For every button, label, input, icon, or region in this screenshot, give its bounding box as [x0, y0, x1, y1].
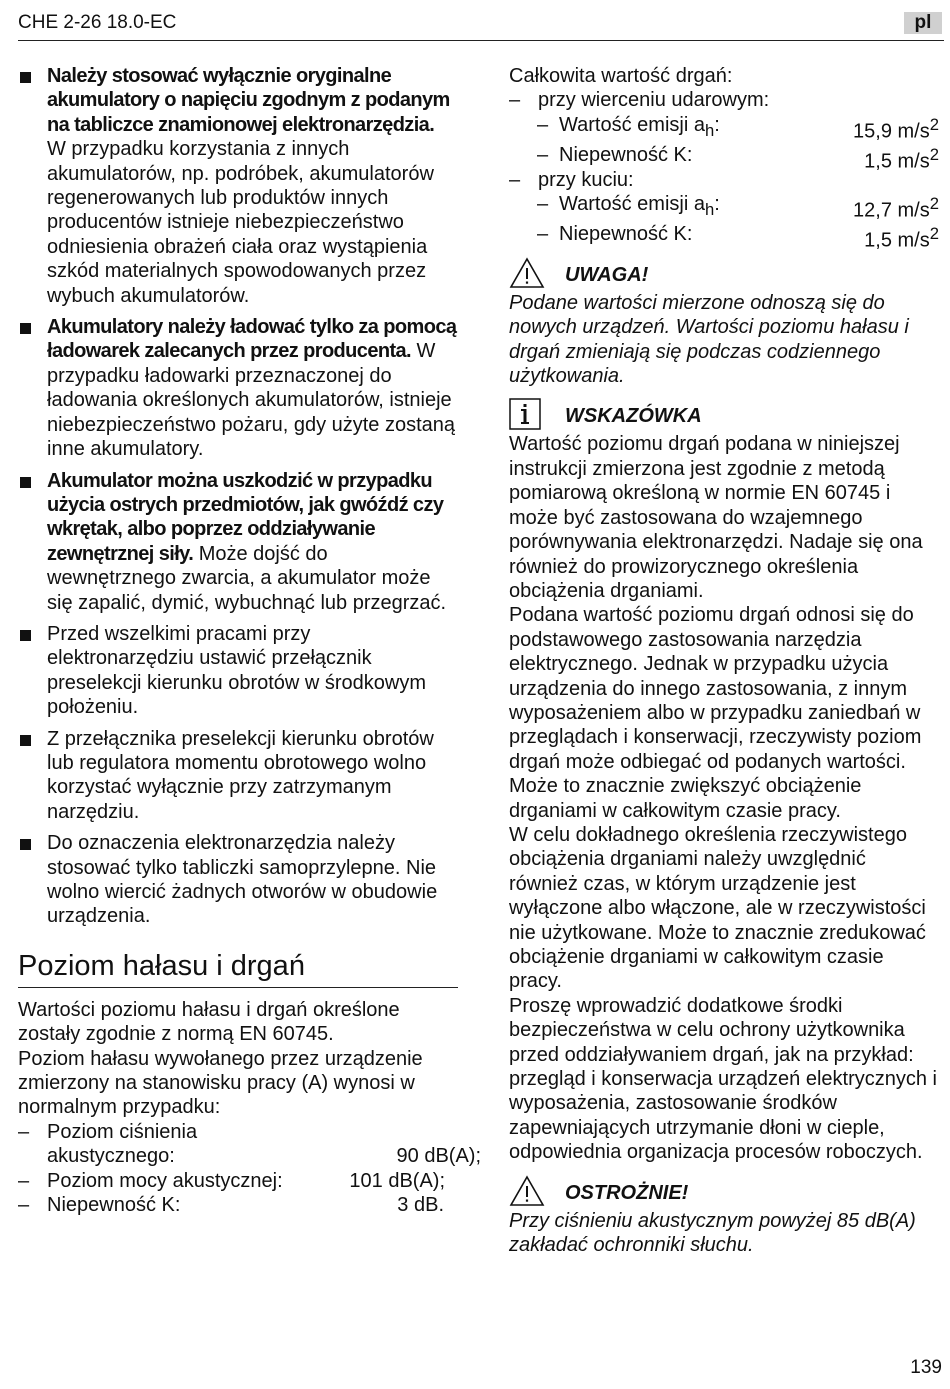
value-text: 1,5 m/s [864, 230, 930, 253]
vibration-label: Niepewność K: [559, 144, 693, 167]
bullet-text: Do oznaczenia elektronarzędzia należy stosować tylko tabliczki samoprzylepne. Nie wolno wiercić żadnych otworów w obudowie urządzenia. [47, 832, 438, 928]
warning-header [509, 257, 939, 291]
list-item [18, 622, 458, 720]
square-bullet-icon [20, 477, 31, 488]
dash: – [537, 193, 549, 216]
square-bullet-icon [20, 735, 31, 746]
dash: – [509, 89, 521, 112]
vibration-label: Wartość emisji a [559, 193, 705, 216]
superscript: 2 [929, 114, 939, 134]
info-icon [509, 398, 541, 430]
vibration-label: przy wierceniu udarowym: [538, 89, 770, 112]
bullet-bold: Należy stosować wyłącznie oryginalne akumulatory o napięciu zgodnym z podanym na tabliczce znamionowej elektronarzędzia. [47, 65, 450, 136]
vibration-group [509, 88, 939, 112]
noise-label: Poziom ciśnienia [47, 1120, 198, 1143]
warning-triangle-icon [509, 1175, 545, 1207]
section-heading: Poziom hałasu i drgań [18, 949, 458, 988]
vibration-value [853, 192, 939, 223]
bullet-text: Z przełącznika preselekcji kierunku obrotów lub regulatora momentu obrotowego wolno korzystać wyłącznie przy zatrzymanym narzędziu. [47, 727, 434, 823]
vibration-row [509, 222, 939, 253]
noise-label: Niepewność K: [47, 1194, 181, 1217]
noise-row [18, 1144, 481, 1168]
superscript: 2 [929, 145, 939, 165]
vibration-row [509, 113, 939, 143]
note-header [509, 398, 939, 432]
dash: – [509, 168, 521, 191]
superscript: 2 [929, 224, 939, 244]
square-bullet-icon [20, 72, 31, 83]
noise-row [18, 1169, 445, 1193]
page-header [18, 10, 944, 41]
dash: – [18, 1120, 30, 1143]
vibration-value [853, 113, 939, 144]
list-item [18, 315, 458, 461]
value-text: 1,5 m/s [864, 150, 930, 173]
left-column [18, 64, 481, 1217]
vibration-label: przy kuciu: [538, 168, 634, 191]
dash: – [537, 144, 549, 167]
paragraph: Wartości poziomu hałasu i drgań określone zostały zgodnie z normą EN 60745. [18, 998, 400, 1046]
note-paragraph: W celu dokładnego określenia rzeczywistego obciążenia drganiami należy uwzględnić również czas, w którym urządzenie jest wyłączone albo włączone, ale w rzeczywistości nie użytkowane. Może to znacznie zredukować obciążenie drganiami w całkowitym czasie pracy. [509, 823, 926, 993]
square-bullet-icon [20, 323, 31, 334]
dash: – [18, 1194, 30, 1217]
subscript: h [704, 120, 715, 140]
note-paragraph: Proszę wprowadzić dodatkowe środki bezpieczeństwa w celu ochrony użytkownika przed oddziaływaniem drgań, jak na przykład: przegląd i konserwacja urządzeń elektrycznych i wyposażenia, zastosowanie środków zapewniających utrzymanie dłoni w cieple, odpowiednia organizacja procesów roboczych. [509, 994, 937, 1164]
noise-value: 90 dB(A); [396, 1145, 481, 1168]
vibration-value [864, 222, 939, 253]
list-item [18, 727, 458, 825]
bullet-text: Może dojść do wewnętrznego zwarcia, a akumulator może się zapalić, dymić, wybuchnąć lub przegrzać. [47, 542, 447, 614]
dash: – [537, 223, 549, 246]
bullet-text: W przypadku korzystania z innych akumulatorów, np. podróbek, akumulatorów regenerowanych lub produktów innych producentów istnieje niebezpieczeństwo odniesienia obrażeń ciała oraz wystąpienia szkód materialnych spowodowanych przez wybuch akumulatorów. [47, 138, 434, 307]
noise-row [18, 1120, 481, 1144]
caution-header [509, 1175, 939, 1209]
paragraph: Poziom hałasu wywołanego przez urządzenie zmierzony na stanowisku pracy (A) wynosi w normalnym przypadku: [18, 1047, 423, 1119]
vibration-group [509, 168, 939, 192]
list-item [18, 64, 458, 308]
square-bullet-icon [20, 630, 31, 641]
noise-label: Poziom mocy akustycznej: [47, 1169, 283, 1192]
superscript: 2 [929, 194, 939, 214]
list-item [18, 831, 458, 929]
value-text: 12,7 m/s [853, 199, 930, 222]
subscript: h [704, 200, 715, 220]
language-badge: pl [904, 12, 942, 34]
caution-title: OSTROŻNIE! [565, 1181, 689, 1204]
bullet-bold: Akumulator można uszkodzić w przypadku użycia ostrych przedmiotów, jak gwóźdź czy wkrętak, albo poprzez oddziaływanie zewnętrznej siły. [47, 469, 444, 565]
right-column [509, 64, 939, 1257]
vibration-row [509, 143, 939, 173]
bullet-text: Przed wszelkimi pracami przy elektronarzędziu ustawić przełącznik preselekcji kierunku obrotów w środkowym położeniu. [47, 622, 427, 719]
page-number: 139 [910, 1357, 942, 1378]
noise-row [18, 1193, 444, 1217]
warning-title: UWAGA! [565, 263, 649, 286]
square-bullet-icon [20, 839, 31, 850]
model-name: CHE 2-26 18.0-EC [18, 12, 177, 33]
dash: – [537, 113, 549, 136]
warning-triangle-icon [509, 257, 545, 289]
vibration-label: Wartość emisji a [559, 113, 705, 136]
list-item [18, 469, 458, 615]
value-text: 15,9 m/s [853, 120, 930, 143]
colon: : [714, 193, 720, 216]
warning-text: Podane wartości mierzone odnoszą się do nowych urządzeń. Wartości poziomu hałasu i drgań zmieniają się podczas codziennego użytkowania. [509, 291, 909, 388]
bullet-text: W przypadku ładowarki przeznaczonej do ładowania określonych akumulatorów, istnieje niebezpieczeństwo pożaru, gdy użyte zostaną inne akumulatory. [47, 340, 456, 461]
vibration-label: Niepewność K: [559, 223, 693, 246]
dash: – [18, 1169, 30, 1192]
bullet-bold: Akumulatory należy ładować tylko za pomocą ładowarek zalecanych przez producenta. [47, 316, 457, 363]
note-title: WSKAZÓWKA [565, 405, 702, 428]
noise-value: 101 dB(A); [349, 1169, 445, 1192]
colon: : [714, 113, 720, 136]
noise-value: 3 dB. [397, 1194, 444, 1217]
caution-text: Przy ciśnieniu akustycznym powyżej 85 dB(A) zakładać ochronniki słuchu. [509, 1209, 916, 1257]
vibration-title: Całkowita wartość drgań: [509, 65, 733, 87]
noise-label: akustycznego: [47, 1145, 175, 1168]
vibration-row [509, 192, 939, 222]
note-paragraph: Podana wartość poziomu drgań odnosi się do podstawowego zastosowania narzędzia elektrycznego. Jednak w przypadku użycia urządzenia do innego zastosowania, z innym wyposażeniem albo w przypadku zaniedbań w przeglądach i konserwacji, rzeczywisty poziom drgań może odbiegać od podanych wartości. Może to znacznie zwiększyć obciążenie drganiami w całkowitym czasie pracy. [509, 604, 922, 822]
note-paragraph: Wartość poziomu drgań podana w niniejszej instrukcji zmierzona jest zgodnie z metodą pomiarową określoną w normie EN 60745 i może być zastosowana do wzajemnego porównywania elektronarzędzi. Nadaje się ona również do prowizorycznego określenia obciążenia drganiami. [509, 433, 923, 602]
